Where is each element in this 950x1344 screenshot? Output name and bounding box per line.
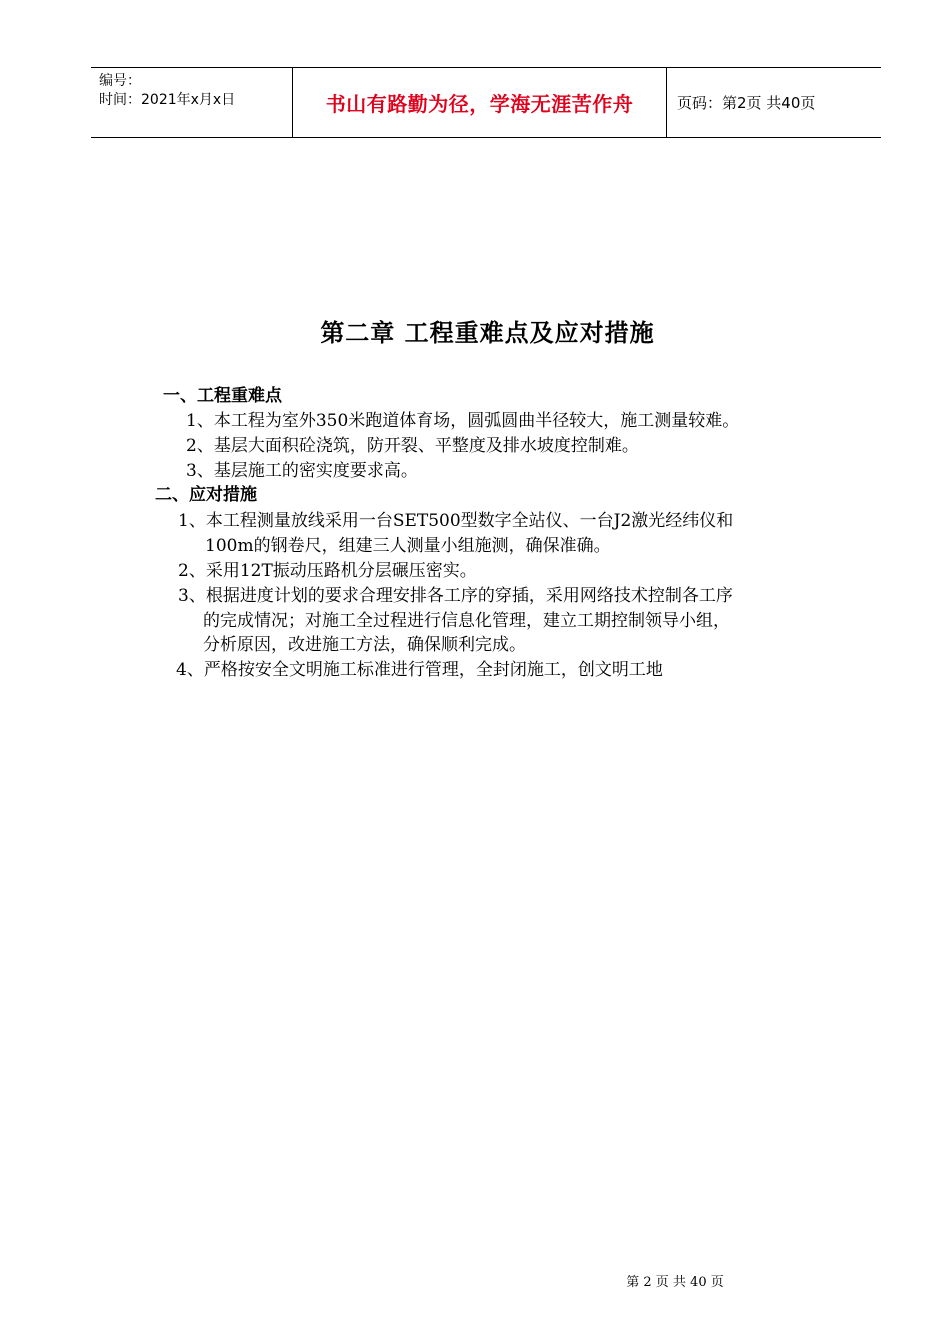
- measure-item-3-line1: 3、根据进度计划的要求合理安排各工序的穿插，采用网络技术控制各工序: [178, 586, 733, 606]
- measure-item-2: 2、采用12T振动压路机分层碾压密实。: [178, 561, 477, 581]
- header-page-info: 页码：第2页 共40页: [677, 94, 816, 112]
- measure-item-3-line2: 的完成情况；对施工全过程进行信息化管理，建立工期控制领导小组，: [203, 611, 730, 631]
- header-motto: 书山有路勤为径，学海无涯苦作舟: [293, 68, 667, 137]
- difficulty-item: 2、基层大面积砼浇筑，防开裂、平整度及排水坡度控制难。: [186, 436, 639, 456]
- section-heading-measures: 二、应对措施: [155, 485, 257, 505]
- measure-item-4: 4、严格按安全文明施工标准进行管理，全封闭施工，创文明工地: [176, 660, 663, 680]
- serial-label: 编号：: [99, 73, 141, 89]
- measure-item-1-line2: 100m的钢卷尺，组建三人测量小组施测，确保准确。: [205, 536, 611, 556]
- chapter-title: 第二章 工程重难点及应对措施: [320, 319, 655, 347]
- measure-item-3-line3: 分析原因，改进施工方法，确保顺利完成。: [203, 635, 526, 655]
- page-footer: 第 2 页 共 40 页: [626, 1275, 724, 1290]
- section-heading-difficulties: 一、工程重难点: [163, 386, 282, 406]
- page-header: [91, 67, 881, 138]
- header-meta-cell: [91, 68, 293, 137]
- difficulty-item: 3、基层施工的密实度要求高。: [186, 461, 418, 481]
- date-line: 时间：2021年x月x日: [99, 92, 236, 108]
- difficulty-item: 1、本工程为室外350米跑道体育场，圆弧圆曲半径较大，施工测量较难。: [186, 411, 740, 431]
- measure-item-1-line1: 1、本工程测量放线采用一台SET500型数字全站仪、一台J2激光经纬仪和: [178, 511, 734, 531]
